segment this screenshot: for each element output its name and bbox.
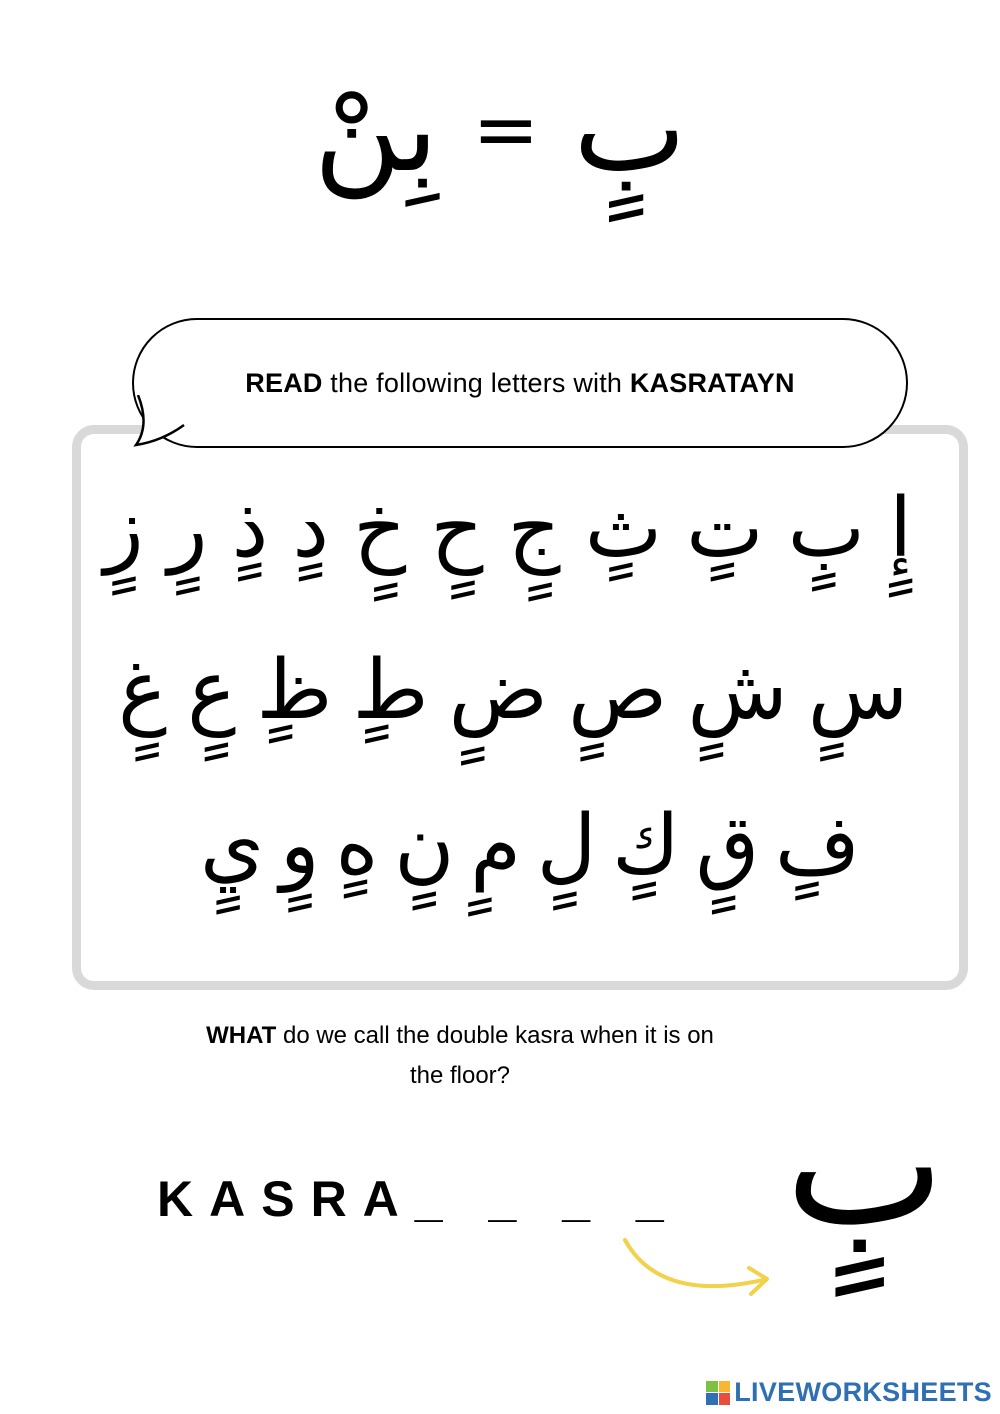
liveworksheets-logo-icon: [706, 1381, 730, 1405]
letter: ثٍ: [584, 481, 663, 576]
letters-row-1: [104, 481, 912, 576]
letter: جٍ: [507, 481, 561, 576]
letter: إٍ: [889, 481, 912, 576]
letter: كٍ: [612, 798, 680, 893]
letter: قٍ: [695, 798, 760, 893]
letter: دٍ: [292, 481, 330, 576]
instruction-bold-read: READ: [245, 367, 323, 398]
answer-line: [157, 1170, 680, 1228]
curved-arrow-icon: [615, 1228, 785, 1308]
letter: حٍ: [430, 481, 484, 576]
title-equation: [0, 40, 1000, 220]
letter: هٍ: [335, 798, 379, 893]
letter: رٍ: [167, 481, 208, 576]
watermark-text: LIVEWORKSHEETS: [734, 1377, 992, 1407]
letter: عٍ: [187, 643, 237, 738]
letter: تٍ: [686, 481, 764, 576]
letter: خٍ: [353, 481, 407, 576]
letters-row-2: [118, 643, 908, 738]
letter: ظٍ: [256, 643, 333, 738]
title-right-letter: بِنْ: [313, 60, 439, 199]
equals-sign: =: [472, 83, 540, 176]
letter: ذٍ: [231, 481, 269, 576]
question-line-2: the floor?: [409, 1062, 511, 1089]
instruction-middle: the following letters with: [322, 367, 630, 398]
question-line-1-rest: do we call the double kasra when it is on: [276, 1022, 714, 1049]
question-bold: WHAT: [206, 1022, 277, 1049]
letter: طٍ: [352, 643, 429, 738]
letter: يٍ: [200, 798, 265, 893]
answer-blanks[interactable]: _ _ _ _: [414, 1171, 680, 1227]
liveworksheets-watermark: [706, 1377, 992, 1408]
example-letter: بٍ: [784, 1066, 946, 1264]
question-text: [110, 1016, 810, 1096]
letters-row-3: [200, 798, 860, 893]
letter: صٍ: [568, 643, 668, 738]
question-line-1: [110, 1016, 810, 1056]
letter: نٍ: [394, 798, 455, 893]
instruction-text: [245, 368, 794, 399]
letter: وٍ: [280, 798, 320, 893]
bubble-tail-icon: [132, 395, 192, 455]
letter: ضٍ: [448, 643, 548, 738]
letter: زٍ: [104, 481, 144, 576]
letter: غٍ: [118, 643, 168, 738]
letter: لٍ: [536, 798, 597, 893]
answer-prefix: KASRA: [157, 1171, 415, 1227]
title-left-letter: بٍ: [573, 60, 687, 199]
letter: سٍ: [807, 643, 908, 738]
instruction-bold-kasratayn: KASRATAYN: [629, 367, 795, 398]
letter: بٍ: [787, 481, 865, 576]
letter: شٍ: [687, 643, 788, 738]
letter: فٍ: [774, 798, 860, 893]
instruction-bubble: [132, 318, 908, 448]
letter: مٍ: [470, 798, 521, 893]
